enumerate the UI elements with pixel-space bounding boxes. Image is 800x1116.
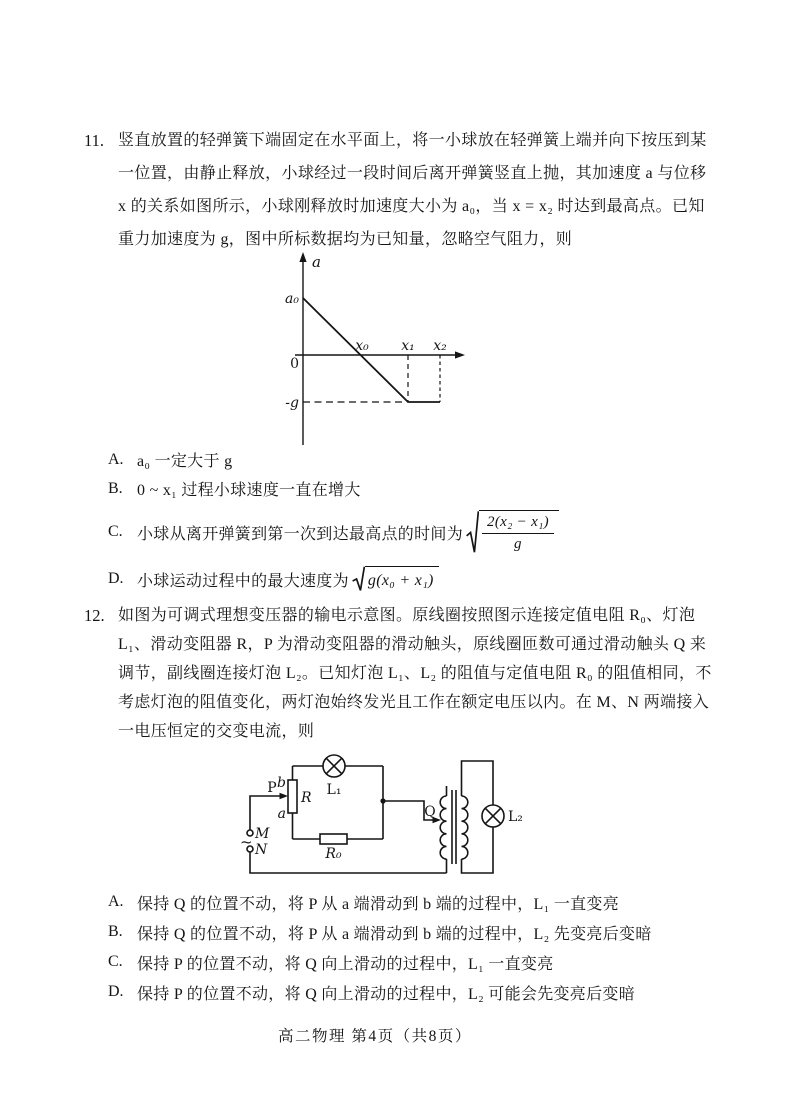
wire-m-to-slider (250, 796, 281, 830)
q11-option-d (108, 559, 442, 599)
x2-label: x₂ (433, 338, 447, 354)
stem-line: L₁、滑动变阻器 R，P 为滑动变阻器的滑动触头，原线圈匝数可通过滑动触头 Q 来 (118, 636, 707, 653)
fraction (482, 513, 554, 555)
fraction-denominator: g (514, 536, 522, 552)
y-axis-arrow (299, 252, 306, 262)
stem-line: 竖直放置的轻弹簧下端固定在水平面上，将一小球放在轻弹簧上端并向下按压到某 (118, 132, 707, 149)
option-letter: A. (108, 893, 124, 910)
q12-option-a (108, 887, 619, 917)
stem-line: 如图为可调式理想变压器的输电示意图。原线圈按照图示连接定值电阻 R₀、灯泡 (118, 607, 696, 624)
option-letter: B. (108, 479, 123, 497)
q12-number: 12. (84, 606, 105, 625)
fraction-numerator: 2(x₂ − x₁) (482, 513, 554, 535)
x0-label: x₀ (355, 338, 369, 354)
q11-number: 11. (84, 131, 105, 150)
wire-secondary-bottom (462, 827, 494, 873)
q12-option-b (108, 917, 652, 947)
lamp-l2-label: L₂ (508, 809, 523, 825)
terminal-a-label: a (277, 806, 286, 822)
q12-option-c (108, 947, 554, 977)
option-text: 小球从离开弹簧到第一次到达最高点的时间为 (137, 525, 464, 543)
sqrt-expression (352, 566, 439, 592)
resistor-r0-label: R₀ (325, 846, 342, 862)
rheostat-body (288, 780, 297, 813)
option-letter: A. (108, 450, 124, 468)
stem-line: 调节，副线圈连接灯泡 L₂。已知灯泡 L₁、L₂ 的阻值与定值电阻 R₀ 的阻值相同，不 (118, 665, 712, 682)
lamp-l1-label: L₁ (326, 782, 342, 798)
q12-stem (118, 601, 734, 746)
terminal-n-label: N (255, 842, 268, 858)
terminal-b-label: b (277, 775, 286, 791)
secondary-coil (462, 796, 468, 859)
primary-coil (440, 796, 446, 859)
page-footer: 高二物理 第4页（共8页） (278, 1028, 472, 1045)
option-text: 保持 Q 的位置不动，将 P 从 a 端滑动到 b 端的过程中，L₂ 先变亮后变暗 (137, 925, 652, 943)
neg-g-label: -g (285, 395, 299, 411)
stem-line: 重力加速度为 g，图中所标数据均为已知量，忽略空气阻力，则 (118, 231, 573, 248)
resistor-r0 (320, 834, 347, 844)
slider-p-arrow (280, 793, 289, 799)
option-text: 0 ~ x₁ 过程小球速度一直在增大 (137, 482, 361, 499)
q12-circuit-figure (240, 753, 530, 891)
stem-line: x 的关系如图所示，小球刚释放时加速度大小为 a₀，当 x = x₂ 时达到最高点。已知 (118, 198, 705, 215)
stem-line: 一位置，由静止释放，小球经过一段时间后离开弹簧竖直上抛，其加速度 a 与位移 (118, 165, 707, 182)
option-letter: B. (108, 923, 123, 940)
ac-source-tilde: ~ (240, 833, 253, 851)
tap-q-label: Q (424, 804, 436, 820)
option-letter: C. (108, 953, 123, 970)
wire-n-bottom (250, 852, 447, 873)
x1-label: x₁ (401, 338, 415, 354)
rheostat-r-label: R (301, 790, 312, 806)
option-letter: D. (108, 983, 124, 1000)
q11-stem (118, 124, 734, 256)
slider-p-label: P (267, 780, 277, 796)
option-text: 保持 Q 的位置不动，将 P 从 a 端滑动到 b 端的过程中，L₁ 一直变亮 (137, 895, 620, 913)
terminal-m-label: M (255, 826, 270, 842)
option-text: 保持 P 的位置不动，将 Q 向上滑动的过程中，L₂ 可能会先变亮后变暗 (137, 985, 636, 1003)
q12-option-d (108, 977, 635, 1007)
radical-sign (352, 566, 365, 592)
stem-line: 考虑灯泡的阻值变化，两灯泡始终发光且工作在额定电压以内。在 M、N 两端接入 (118, 694, 710, 711)
q11-option-c (108, 503, 562, 561)
q11-graph-figure (275, 250, 475, 450)
option-text: 保持 P 的位置不动，将 Q 向上滑动的过程中，L₁ 一直变亮 (137, 955, 554, 973)
sqrt-expression (466, 510, 559, 555)
q11-option-b (108, 472, 361, 505)
radical-sign (466, 510, 479, 555)
option-text: a₀ 一定大于 g (137, 453, 233, 470)
x-axis-arrow (455, 351, 465, 358)
radicand: g(x₀ + x₁) (365, 566, 439, 592)
graph-data-line (303, 298, 440, 402)
option-letter: D. (108, 570, 124, 587)
a0-label: a₀ (285, 291, 299, 307)
option-text: 小球运动过程中的最大速度为 (137, 572, 349, 590)
stem-line: 一电压恒定的交变电流，则 (118, 723, 315, 740)
option-letter: C. (108, 523, 123, 540)
y-axis-label: a (312, 253, 321, 271)
origin-label: 0 (290, 356, 299, 372)
junction-dot (380, 798, 385, 803)
